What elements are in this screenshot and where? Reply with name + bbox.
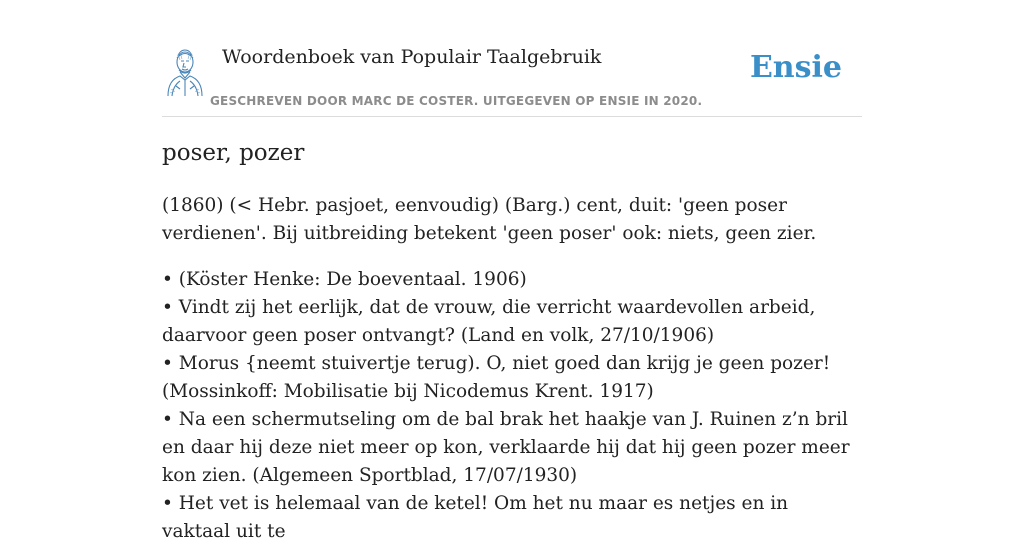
entry-body xyxy=(162,192,862,546)
quote-item: • Het vet is helemaal van de ketel! Om het nu maar es netjes en in vaktaal uit te xyxy=(162,493,789,542)
entry-headword: poser, pozer xyxy=(162,140,305,166)
author-portrait-icon xyxy=(162,46,208,96)
quote-item: • Na een schermutseling om de bal brak het haakje van J. Ruinen z’n bril en daar hij deze niet meer op kon, verklaarde hij dat hij geen pozer meer kon zien. (Algemeen Sportblad, 17/07/1930) xyxy=(162,409,850,486)
quote-item: • (Köster Henke: De boeventaal. 1906) xyxy=(162,269,527,290)
ensie-logo[interactable]: Ensie xyxy=(749,50,842,85)
header xyxy=(162,40,862,117)
byline: GESCHREVEN DOOR MARC DE COSTER. UITGEGEVEN OP ENSIE IN 2020. xyxy=(210,94,703,108)
book-title[interactable]: Woordenboek van Populair Taalgebruik xyxy=(222,46,602,68)
quote-item: • Vindt zij het eerlijk, dat de vrouw, die verricht waardevollen arbeid, daarvoor geen poser ontvangt? (Land en volk, 27/10/1906) xyxy=(162,297,816,346)
quote-item: • Morus {neemt stuivertje terug). O, niet goed dan krijg je geen pozer! (Mossinkoff: Mobilisatie bij Nicodemus Krent. 1917) xyxy=(162,353,831,402)
entry-definition: (1860) (< Hebr. pasjoet, eenvoudig) (Barg.) cent, duit: 'geen poser verdienen'. Bij uitbreiding betekent 'geen poser' ook: niets, geen zier. xyxy=(162,195,817,244)
